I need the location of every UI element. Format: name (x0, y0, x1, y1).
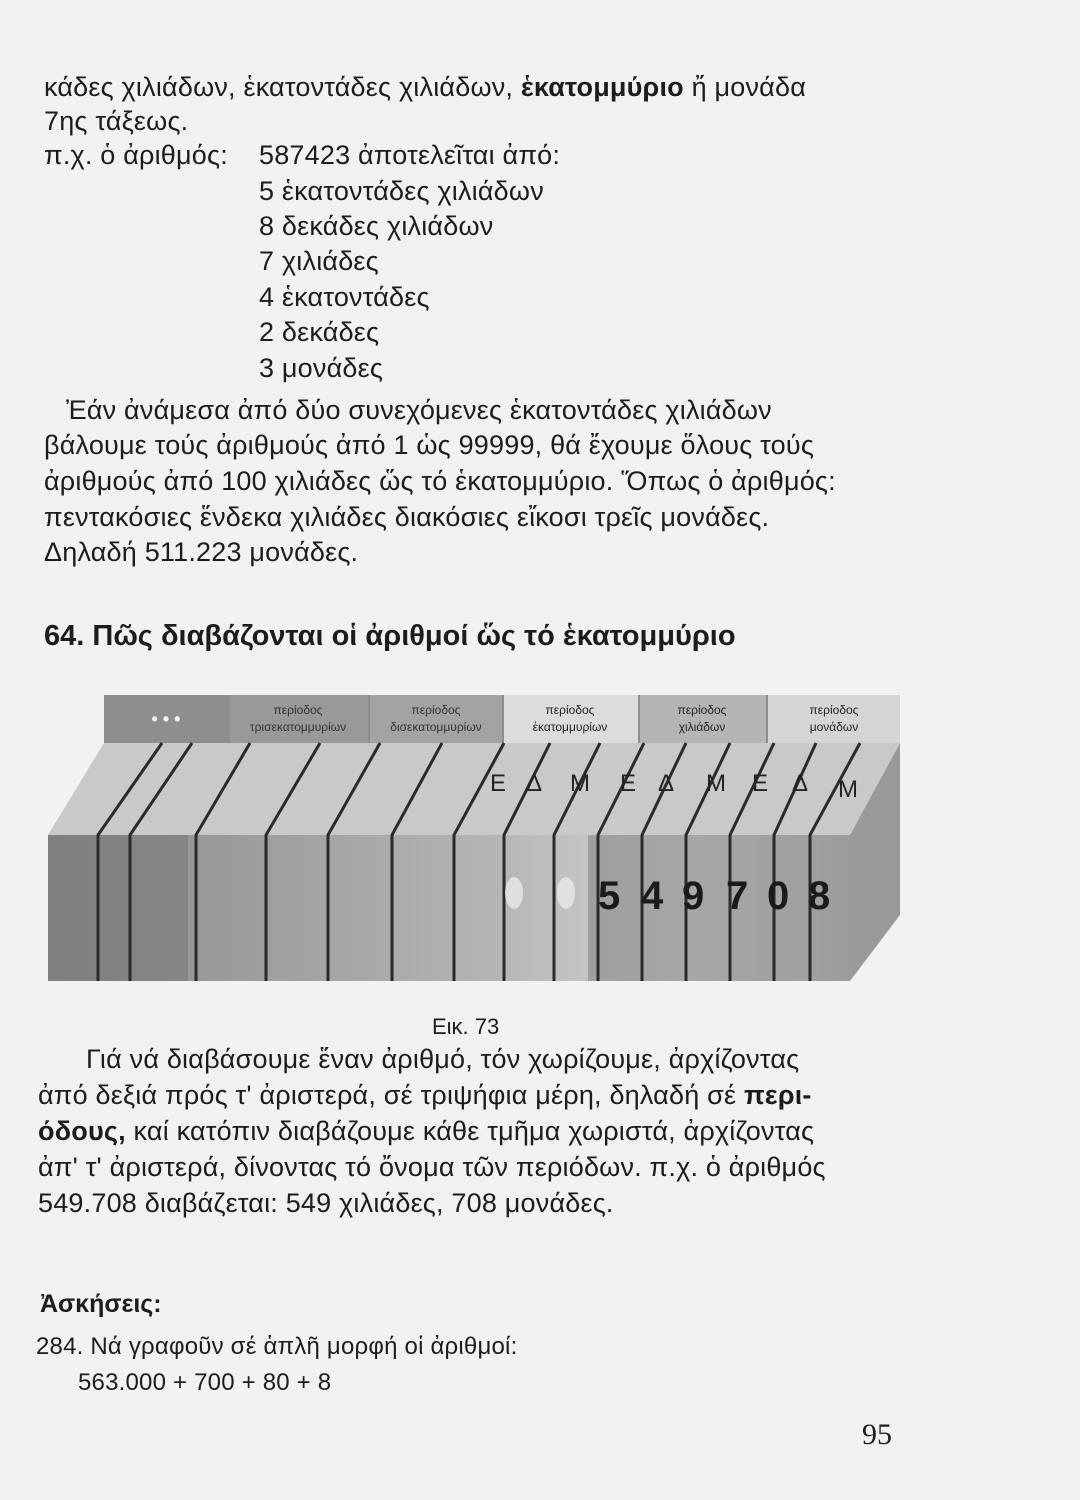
period-label-line2: μονάδων (809, 720, 859, 734)
number-digit: 8 (808, 874, 831, 918)
place-letter: Μ (570, 770, 590, 797)
text-line-3-value: 587423 ἀποτελεῖται ἀπό: (259, 140, 561, 170)
period-label-line2: ἑκατομμυρίων (532, 720, 608, 734)
paragraph-2-line: Γιά νά διαβάσουμε ἕναν ἀριθμό, τόν χωρίζουμε, ἀρχίζοντας (86, 1044, 800, 1074)
faded-digit (505, 877, 523, 909)
block-top-face (48, 743, 900, 835)
text-fragment: κάδες χιλιάδων, ἑκατοντάδες χιλιάδων, (44, 72, 514, 102)
period-label-line1: περίοδος (545, 703, 595, 717)
more-periods-dots: • • • (151, 709, 181, 729)
paragraph-1-line: βάλουμε τούς ἀριθμούς ἀπό 1 ὡς 99999, θά ἔχουμε ὅλους τούς (44, 430, 815, 460)
digit-breakdown-item: 3 μονάδες (259, 353, 384, 383)
periods-figure (40, 685, 910, 995)
text-line-3 (44, 138, 228, 172)
number-digit: 7 (726, 874, 749, 918)
period-label-line1: περίοδος (273, 703, 323, 717)
paragraph-2-line: ἀπ' τ' ἀριστερά, δίνοντας τό ὄνομα τῶν περιόδων. π.χ. ὁ ἀριθμός (38, 1152, 826, 1182)
number-digit: 5 (598, 874, 621, 918)
number-digit: 4 (641, 874, 664, 918)
text-fragment: ἀπό δεξιά πρός τ' ἀριστερά, σέ τριψήφια μέρη, δηλαδή σέ (38, 1080, 737, 1110)
paragraph-1-line: ἀριθμούς ἀπό 100 χιλιάδες ὥς τό ἑκατομμύριο. Ὅπως ὁ ἀριθμός: (44, 466, 836, 496)
bold-term-ekatommyrio: ἑκατομμύριο (520, 72, 684, 102)
digit-breakdown-item: 2 δεκάδες (259, 317, 380, 347)
paragraph-2-line: 549.708 διαβάζεται: 549 χιλιάδες, 708 μονάδες. (38, 1188, 614, 1218)
bold-term-periodous: περι- (743, 1080, 812, 1110)
place-letter: Δ (526, 770, 543, 797)
exercise-284-prompt: 284. Νά γραφοῦν σέ ἁπλῆ μορφή οἱ ἀριθμοί: (36, 1333, 518, 1360)
place-letter: Μ (706, 770, 726, 797)
period-label-line2: δισεκατομμυρίων (390, 720, 482, 734)
paragraph-1-line: Ἐάν ἀνάμεσα ἀπό δύο συνεχόμενες ἑκατοντάδες χιλιάδων (66, 395, 772, 425)
place-letter: Δ (658, 770, 675, 797)
faded-digit (557, 877, 575, 909)
place-letter: Ε (620, 770, 637, 797)
period-label-line1: περίοδος (677, 703, 727, 717)
bold-term-periodous: όδους, (38, 1116, 126, 1146)
period-label-line1: περίοδος (411, 703, 461, 717)
number-digit: 0 (767, 874, 790, 918)
period-label-line1: περίοδος (809, 703, 859, 717)
period-label-line2: χιλιάδων (678, 720, 726, 734)
paragraph-2-line (38, 1078, 812, 1112)
paragraph-1-line: πεντακόσιες ἕνδεκα χιλιάδες διακόσιες εἴκοσι τρεῖς μονάδες. (44, 502, 770, 532)
digit-breakdown-item: 5 ἑκατοντάδες χιλιάδων (259, 176, 544, 206)
paragraph-2-line (38, 1114, 814, 1148)
text-line-1 (44, 70, 806, 104)
exercises-heading: Ἀσκήσεις: (40, 1290, 162, 1318)
period-label-line2: τρισεκατομμυρίων (249, 720, 347, 734)
paragraph-1-line: Δηλαδή 511.223 μονάδες. (44, 537, 359, 567)
number-digit: 9 (682, 874, 705, 918)
digit-breakdown-item: 4 ἑκατοντάδες (259, 282, 430, 312)
figure-caption: Εικ. 73 (432, 1014, 500, 1039)
digit-breakdown-item: 8 δεκάδες χιλιάδων (259, 211, 494, 241)
text-fragment: ἤ μονάδα (691, 72, 807, 102)
place-letter: Ε (490, 770, 507, 797)
block-shade-left (48, 835, 188, 981)
place-letter: Μ (838, 776, 858, 803)
page-number: 95 (862, 1418, 892, 1451)
section-heading: 64. Πῶς διαβάζονται οἱ ἀριθμοί ὥς τό ἑκατομμύριο (44, 620, 736, 652)
text-fragment: καί κατόπιν διαβάζουμε κάθε τμῆμα χωριστά, ἀρχίζοντας (133, 1116, 815, 1146)
place-letter: Ε (752, 770, 769, 797)
text-fragment: π.χ. ὁ ἀριθμός: (44, 140, 228, 170)
digit-breakdown-item: 7 χιλιάδες (259, 246, 379, 276)
exercise-284-expression: 563.000 + 700 + 80 + 8 (78, 1369, 332, 1396)
place-letter: Δ (792, 770, 809, 797)
text-line-2: 7ης τάξεως. (44, 106, 189, 136)
